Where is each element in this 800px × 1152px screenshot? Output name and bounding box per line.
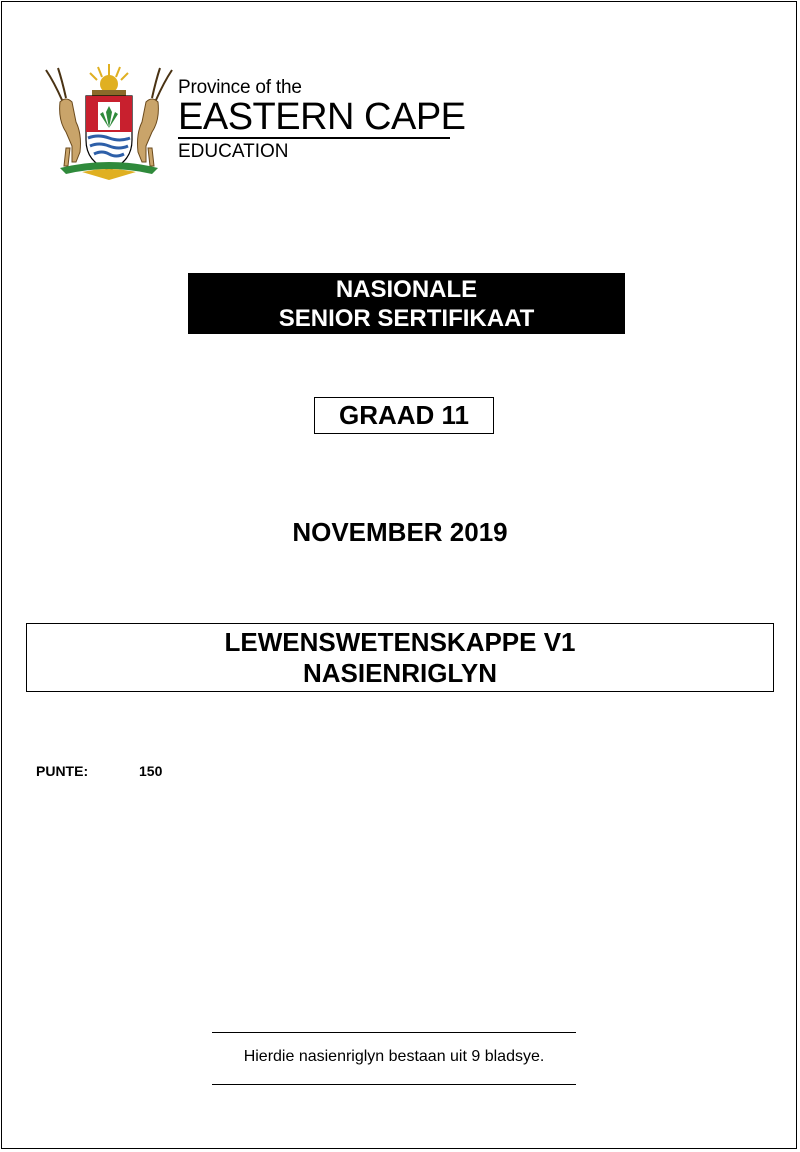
marks-line [36,762,163,780]
footer-rule-top [212,1032,576,1033]
footer-rule-bottom [212,1084,576,1085]
logo-province-text: Province of the [178,77,302,98]
page-count-note: Hierdie nasienriglyn bestaan uit 9 bladsye. [243,1048,545,1065]
exam-date: NOVEMBER 2019 [292,517,508,547]
grade-box: GRAAD 11 [314,397,494,434]
document-type: NASIENRIGLYN [302,658,498,688]
eastern-cape-education-logo [42,62,466,182]
eastern-cape-coat-of-arms-icon [42,62,176,182]
logo-wordmark [178,78,468,163]
subject-title: LEWENSWETENSKAPPE V1 [224,627,576,657]
certificate-title-line2: SENIOR SERTIFIKAAT [278,305,535,332]
logo-department-text: EDUCATION [178,141,289,162]
subject-box [26,623,774,692]
marks-value: 150 [139,763,163,779]
certificate-title-box [188,273,625,334]
certificate-title-line1: NASIONALE [335,276,478,303]
logo-province-name: EASTERN CAPE [178,96,466,138]
marks-label: PUNTE: [36,763,89,779]
